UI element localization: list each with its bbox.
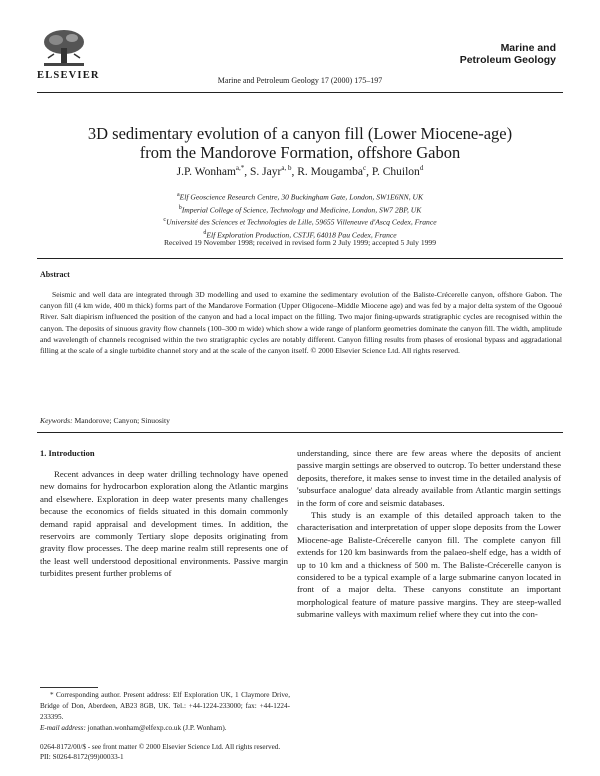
abstract-bottom-rule: [37, 432, 563, 433]
author-list: J.P. Wonham$^{a,*}$, S. Jayr$^{a, b}$, R. Mougamba$^c$, P. Chuilon$^d$: [176, 164, 424, 178]
journal-citation: Marine and Petroleum Geology 17 (2000) 175–197: [217, 76, 383, 85]
author-name: R. Mougamba: [297, 165, 364, 178]
affiliation: $^d$Elf Exploration Production, CSTJF, 64018 Pau Cedex, France: [203, 229, 397, 240]
keywords: Keywords: Mandorove; Canyon; Sinuosity: [40, 416, 170, 425]
paragraph: understanding, since there are few areas where the deposits of ancient passive margin settings are observed to outcrop. To better understand these deposits, therefore, it makes sense to invest time in the detailed analysis of 'subsurface analogue' data already available from Atlantic margin settings in the form of core and seismic databases.: [297, 448, 561, 508]
affiliation: $^b$Imperial College of Science, Technology and Medicine, London, SW7 2BP, UK: [178, 204, 422, 215]
copyright-info: 0264-8172/00/$ - see front matter © 2000 Elsevier Science Ltd. All rights reserved. PII: S0264-8172(99)00033-1: [40, 743, 281, 761]
section-heading: 1. Introduction: [40, 448, 95, 458]
footnote-rule: [40, 687, 98, 688]
right-column: [297, 447, 561, 621]
paragraph: This study is an example of this detailed approach taken to the characterisation and interpretation of upper slope deposits from the Lower Miocene-age Baliste-Crécerelle canyon fill. The complete canyon fill extends for 120 km basinwards from the palaeo-shelf edge, has a width of up to 10 km and a thickness of 500 m. The Baliste-Crécerelle canyon is considered to be a typical example of a large submarine canyon located in front of a major delta. These canyons constitute an important morphological feature of mature passive margins. They are steep-walled submarine valleys with maximum relief where they cut into the con-: [297, 510, 561, 620]
affiliation: $^c$Université des Sciences et Technologies de Lille, 59655 Villeneuve d'Ascq Cedex, France: [163, 217, 437, 227]
author-name: P. Chuilon: [371, 165, 420, 178]
paragraph: Recent advances in deep water drilling technology have opened new domains for hydrocarbon exploration along the Atlantic margins and elsewhere. Exploration in deep water presents many challenges because the economics of fields situated in this domain commonly demand rapid appraisal and development times. In addition, the reservoirs are commonly Tertiary slope deposits originating from gravity flow processes. The deep marine realm still represents one of the least well understood depositional environments. Passive margin turbidites present further problems of: [40, 469, 288, 579]
abstract-body: Seismic and well data are integrated through 3D modelling and used to examine the sedimentary evolution of the Baliste-Crécerelle canyon, offshore Gabon. The canyon fill (4 km wide, 400 m thick) forms part of the Mandarove Formation (Upper Oligocene–Middle Miocene age) and was fed by a major delta system of the Ogooué River. Salt diapirism influenced the position of the canyon and had a local impact on the filling. Two major fining-upwards stratigraphic cycles are recognised within the canyon. The deposits of sinuous gravity flow channels (100–300 m wide) which show a wide range of planform geometries dominate the canyon fill. The width, amplitude and wavelength of channels recognised within the two stratigraphic cycles are notably different. Canyon filling results from phases of erosional bypass and aggradational filling at the scale of a single turbidite channel story and at the scale of the canyon itself. © 2000 Elsevier Science Ltd. All rights reserved.: [40, 290, 562, 356]
email-link[interactable]: jonathan.wonham@elfexp.co.uk (J.P. Wonham).: [87, 724, 227, 732]
received-dates: Received 19 November 1998; received in revised form 2 July 1999; accepted 5 July 1999: [163, 238, 437, 247]
footnote: * Corresponding author. Present address: Elf Exploration UK, 1 Claymore Drive, Bridge of Don, Aberdeen, AB23 8GB, UK. Tel.: +44-1224-233000; fax: +44-1224-233395. E-mail address: jonathan.wonham@elfexp.co.uk (J.P. Wonham).: [40, 691, 290, 732]
header-rule: [37, 92, 563, 93]
affiliations: [40, 190, 560, 240]
affiliation: $^a$Elf Geoscience Research Centre, 30 Buckingham Gate, London, SW1E6NN, UK: [176, 192, 424, 202]
article-title: 3D sedimentary evolution of a canyon fill (Lower Miocene-age) from the Mandorove Formation, offshore Gabon: [87, 124, 513, 162]
abstract-heading: Abstract: [40, 270, 70, 279]
abstract-top-rule: [37, 258, 563, 259]
publisher-name: ELSEVIER: [37, 70, 100, 81]
journal-name: Marine and Petroleum Geology: [459, 42, 556, 66]
author-name: S. Jayr: [250, 165, 282, 178]
left-column: [40, 468, 288, 580]
author-name: J.P. Wonham: [176, 165, 236, 178]
elsevier-tree-logo-icon: [40, 28, 88, 68]
